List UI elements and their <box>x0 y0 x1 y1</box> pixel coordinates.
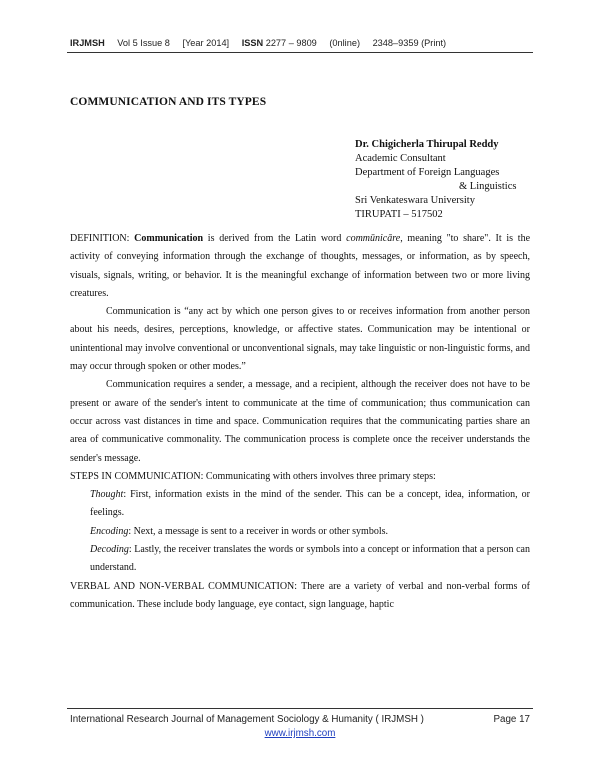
year: [Year 2014] <box>182 38 230 48</box>
step-text: : First, information exists in the mind of the sender. This can be a concept, idea, information, or feelings. <box>90 489 530 519</box>
footer-journal: International Research Journal of Management Sociology & Humanity ( IRJMSH ) <box>70 714 424 725</box>
step-text: : Lastly, the receiver translates the words or symbols into a concept or information that a person can understand. <box>90 544 530 574</box>
step-term: Decoding <box>90 544 129 556</box>
author-university: Sri Venkateswara University <box>355 195 475 206</box>
definition-lead: DEFINITION: <box>70 233 135 244</box>
step-term: Encoding <box>90 525 129 537</box>
author-position: Academic Consultant <box>355 153 446 164</box>
paragraph-3: Communication requires a sender, a message, and a recipient, although the receiver does not have to be present or aware of the sender's intent to communicate at the time of communication; thus communication can occur across vast distances in time and space. Communication requires that the communicating parties share an area of communicative commonality. The communication process is complete once the receiver understands the sender's message. <box>70 379 530 464</box>
author-name: Dr. Chigicherla Thirupal Reddy <box>355 139 499 150</box>
verbal-paragraph: VERBAL AND NON-VERBAL COMMUNICATION: There are a variety of verbal and non-verbal forms of communication. These include body language, eye contact, sign language, haptic <box>70 580 530 610</box>
running-header <box>70 38 530 48</box>
page-number: Page 17 <box>493 714 530 725</box>
body-text <box>70 230 530 614</box>
header-rule <box>67 52 533 53</box>
step-encoding <box>70 523 530 541</box>
step-decoding <box>70 541 530 578</box>
step-text: : Next, a message is sent to a receiver in words or other symbols. <box>128 525 388 537</box>
journal-url-link[interactable]: www.irjmsh.com <box>264 728 336 739</box>
definition-term: Communication <box>134 233 204 244</box>
online-label: (0nline) <box>329 38 360 48</box>
definition-paragraph <box>70 230 530 303</box>
issn-label: ISSN <box>241 38 264 48</box>
author-department: Department of Foreign Languages <box>355 167 500 178</box>
issn-print: 2348–9359 (Print) <box>372 38 447 48</box>
step-thought <box>70 486 530 523</box>
step-term: Thought <box>90 489 124 501</box>
footer-rule <box>67 708 533 709</box>
definition-mid: is derived from the Latin word <box>203 233 347 244</box>
definition-rest: , meaning "to share". It is the activity of conveying information through the exchange of thoughts, messages, or information, as by speech, visuals, signals, writing, or behavior. It is the meaningful exchange of information between two or more living creatures. <box>70 233 531 299</box>
author-department-cont: & Linguistics <box>459 181 517 192</box>
volume: Vol 5 Issue 8 <box>117 38 170 48</box>
paragraph-2: Communication is “any act by which one person gives to or receives information from another person about his needs, desires, perceptions, knowledge, or affective states. Communication may be intentional or unintentional may involve conventional or unconventional signals, may take linguistic or non-linguistic forms, and may occur through spoken or other modes.” <box>70 306 530 373</box>
latin-word: commūnicāre <box>346 233 401 244</box>
steps-intro: STEPS IN COMMUNICATION: Communicating with others involves three primary steps: <box>70 470 436 482</box>
author-block <box>355 138 516 222</box>
paper-title: COMMUNICATION AND ITS TYPES <box>70 96 267 108</box>
journal-abbr: IRJMSH <box>70 38 105 48</box>
author-city: TIRUPATI – 517502 <box>355 209 443 220</box>
issn-online: 2277 – 9809 <box>265 38 317 48</box>
